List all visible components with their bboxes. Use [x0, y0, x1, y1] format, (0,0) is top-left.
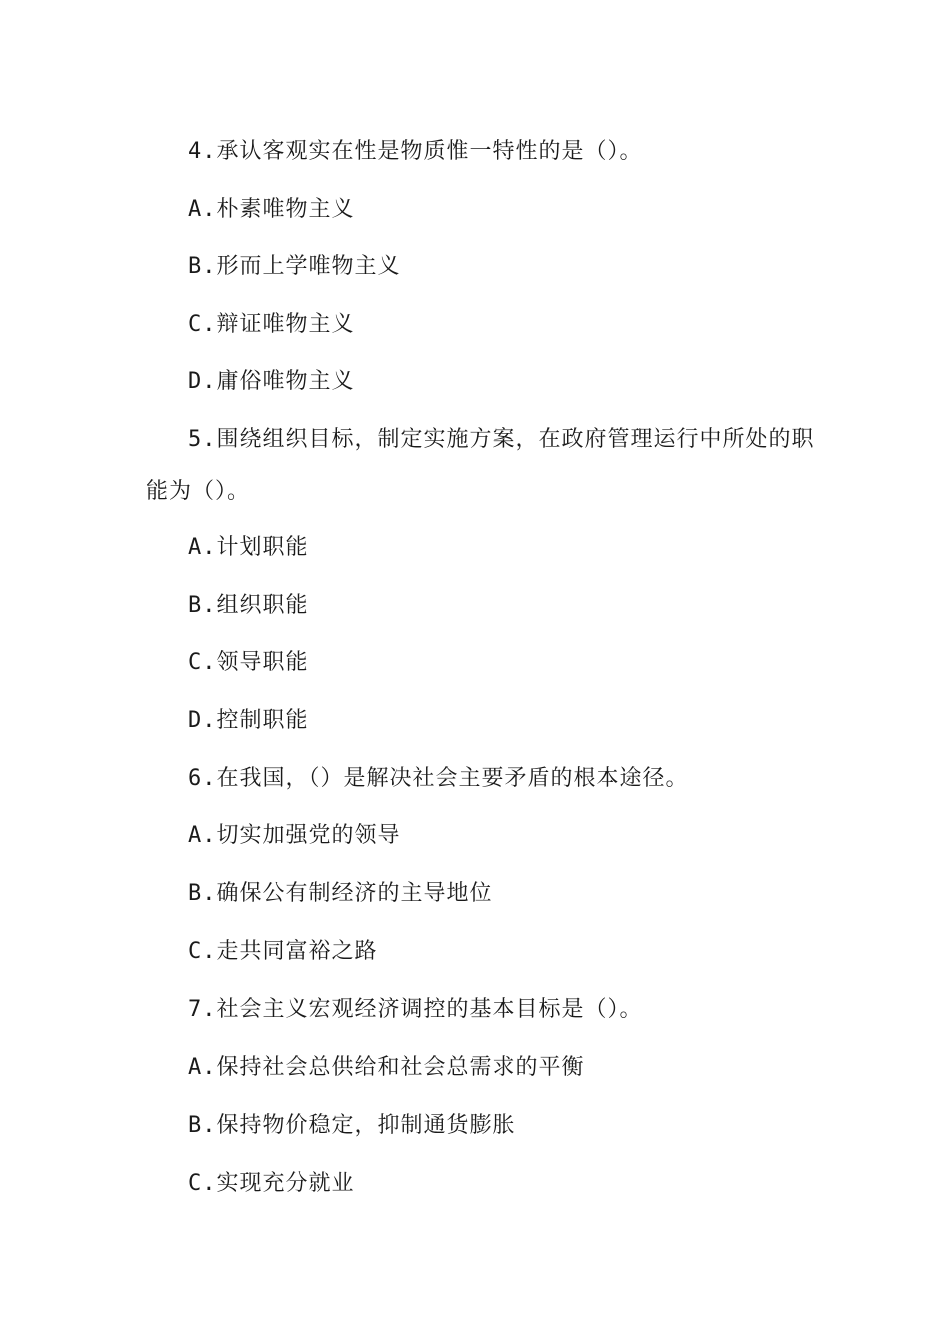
question-6-option-b: B.确保公有制经济的主导地位	[188, 881, 493, 906]
question-4-option-d: D.庸俗唯物主义	[188, 369, 355, 394]
question-6-option-c: C.走共同富裕之路	[188, 939, 378, 964]
question-5-option-d: D.控制职能	[188, 708, 309, 733]
question-7-option-c: C.实现充分就业	[188, 1171, 355, 1196]
question-7-stem: 7.社会主义宏观经济调控的基本目标是（）。	[188, 997, 643, 1022]
question-6-option-a: A.切实加强党的领导	[188, 823, 401, 848]
question-4-stem: 4.承认客观实在性是物质惟一特性的是（）。	[188, 139, 643, 164]
question-5-option-a: A.计划职能	[188, 535, 309, 560]
question-5-option-c: C.领导职能	[188, 650, 309, 675]
question-5-stem-line-2: 能为（）。	[146, 479, 251, 504]
question-4-option-b: B.形而上学唯物主义	[188, 254, 401, 279]
question-4-option-a: A.朴素唯物主义	[188, 197, 355, 222]
question-7-option-a: A.保持社会总供给和社会总需求的平衡	[188, 1055, 585, 1080]
question-5-stem-line-1: 5.围绕组织目标，制定实施方案，在政府管理运行中所处的职	[188, 427, 815, 452]
question-7-option-b: B.保持物价稳定，抑制通货膨胀	[188, 1113, 516, 1138]
question-6-stem: 6.在我国，（）是解决社会主要矛盾的根本途径。	[188, 766, 689, 791]
question-4-option-c: C.辩证唯物主义	[188, 312, 355, 337]
question-5-option-b: B.组织职能	[188, 593, 309, 618]
